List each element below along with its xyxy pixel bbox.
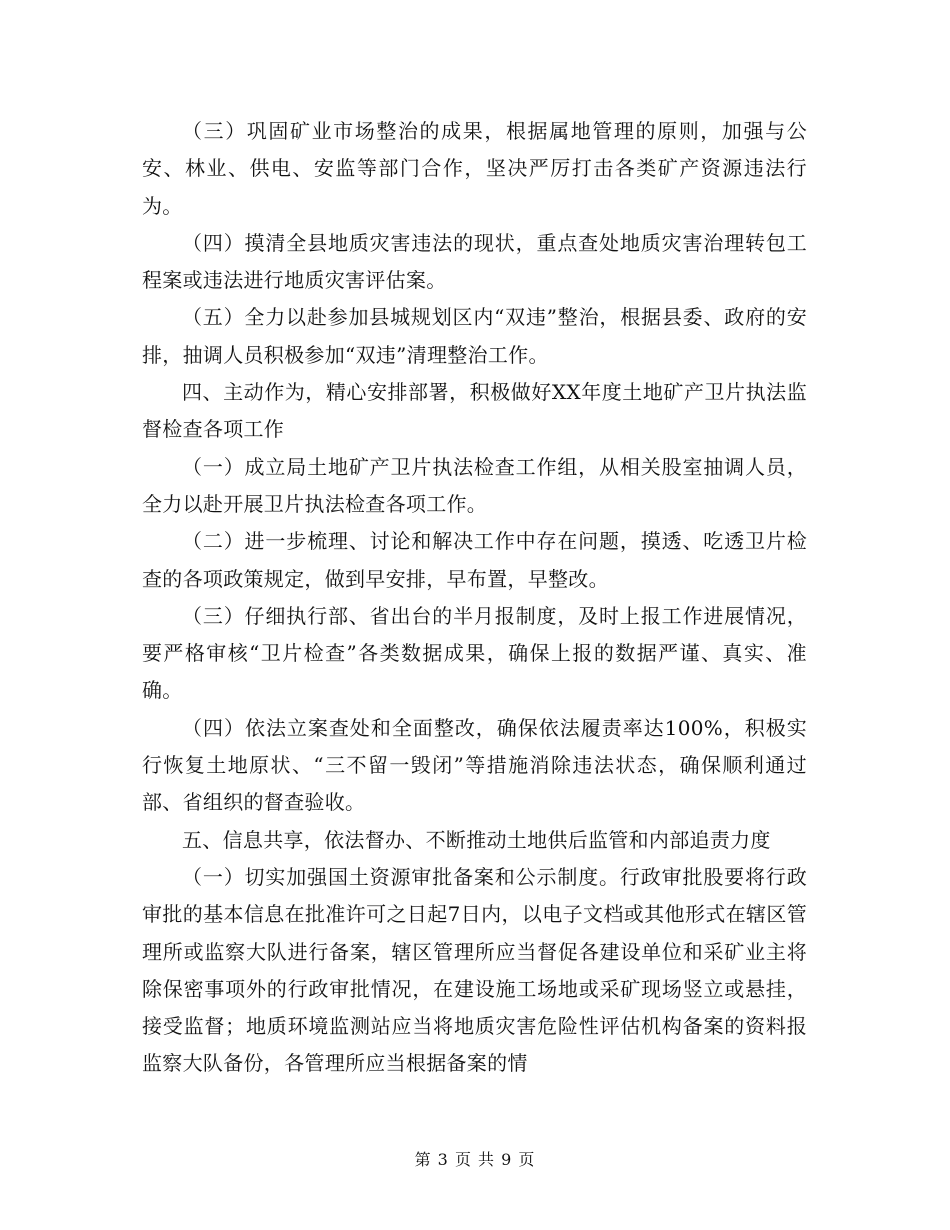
- paragraph-2: （四）摸清全县地质灾害违法的现状，重点查处地质灾害治理转包工程案或违法进行地质灾害评估案。: [142, 230, 807, 293]
- paragraph-10: （一）切实加强国土资源审批备案和公示制度。行政审批股要将行政审批的基本信息在批准许可之日起7日内，以电子文档或其他形式在辖区管理所或监察大队进行备案，辖区管理所应当督促各建设单位和采矿业主将除保密事项外的行政审批情况，在建设施工场地或采矿现场竖立或悬挂，接受监督；地质环境监测站应当将地质灾害危险性评估机构备案的资料报监察大队备份，各管理所应当根据备案的情: [142, 864, 807, 1076]
- paragraph-3: （五）全力以赴参加县城规划区内“双违”整治，根据县委、政府的安排，抽调人员积极参加“双违”清理整治工作。: [142, 305, 807, 367]
- paragraph-1: （三）巩固矿业市场整治的成果，根据属地管理的原则，加强与公安、林业、供电、安监等部门合作，坚决严厉打击各类矿产资源违法行为。: [142, 119, 807, 218]
- paragraph-7: （三）仔细执行部、省出台的半月报制度，及时上报工作进展情况，要严格审核“卫片检查”各类数据成果，确保上报的数据严谨、真实、准确。: [142, 603, 807, 703]
- page-number-footer: 第 3 页 共 9 页: [414, 1150, 536, 1169]
- section-heading-5: 五、信息共享，依法督办、不断推动土地供后监管和内部追责力度: [182, 827, 771, 852]
- paragraph-6: （二）进一步梳理、讨论和解决工作中存在问题，摸透、吃透卫片检查的各项政策规定，做到早安排，早布置，早整改。: [142, 529, 807, 591]
- section-heading-4: 四、主动作为，精心安排部署，积极做好XX年度土地矿产卫片执法监督检查各项工作: [142, 380, 807, 442]
- document-body: [142, 113, 807, 1083]
- paragraph-5: （一）成立局土地矿产卫片执法检查工作组，从相关股室抽调人员，全力以赴开展卫片执法检查各项工作。: [142, 454, 807, 516]
- paragraph-8: （四）依法立案查处和全面整改，确保依法履责率达100%，积极实行恢复土地原状、“三不留一毁闭”等措施消除违法状态，确保顺利通过部、省组织的督查验收。: [142, 715, 807, 815]
